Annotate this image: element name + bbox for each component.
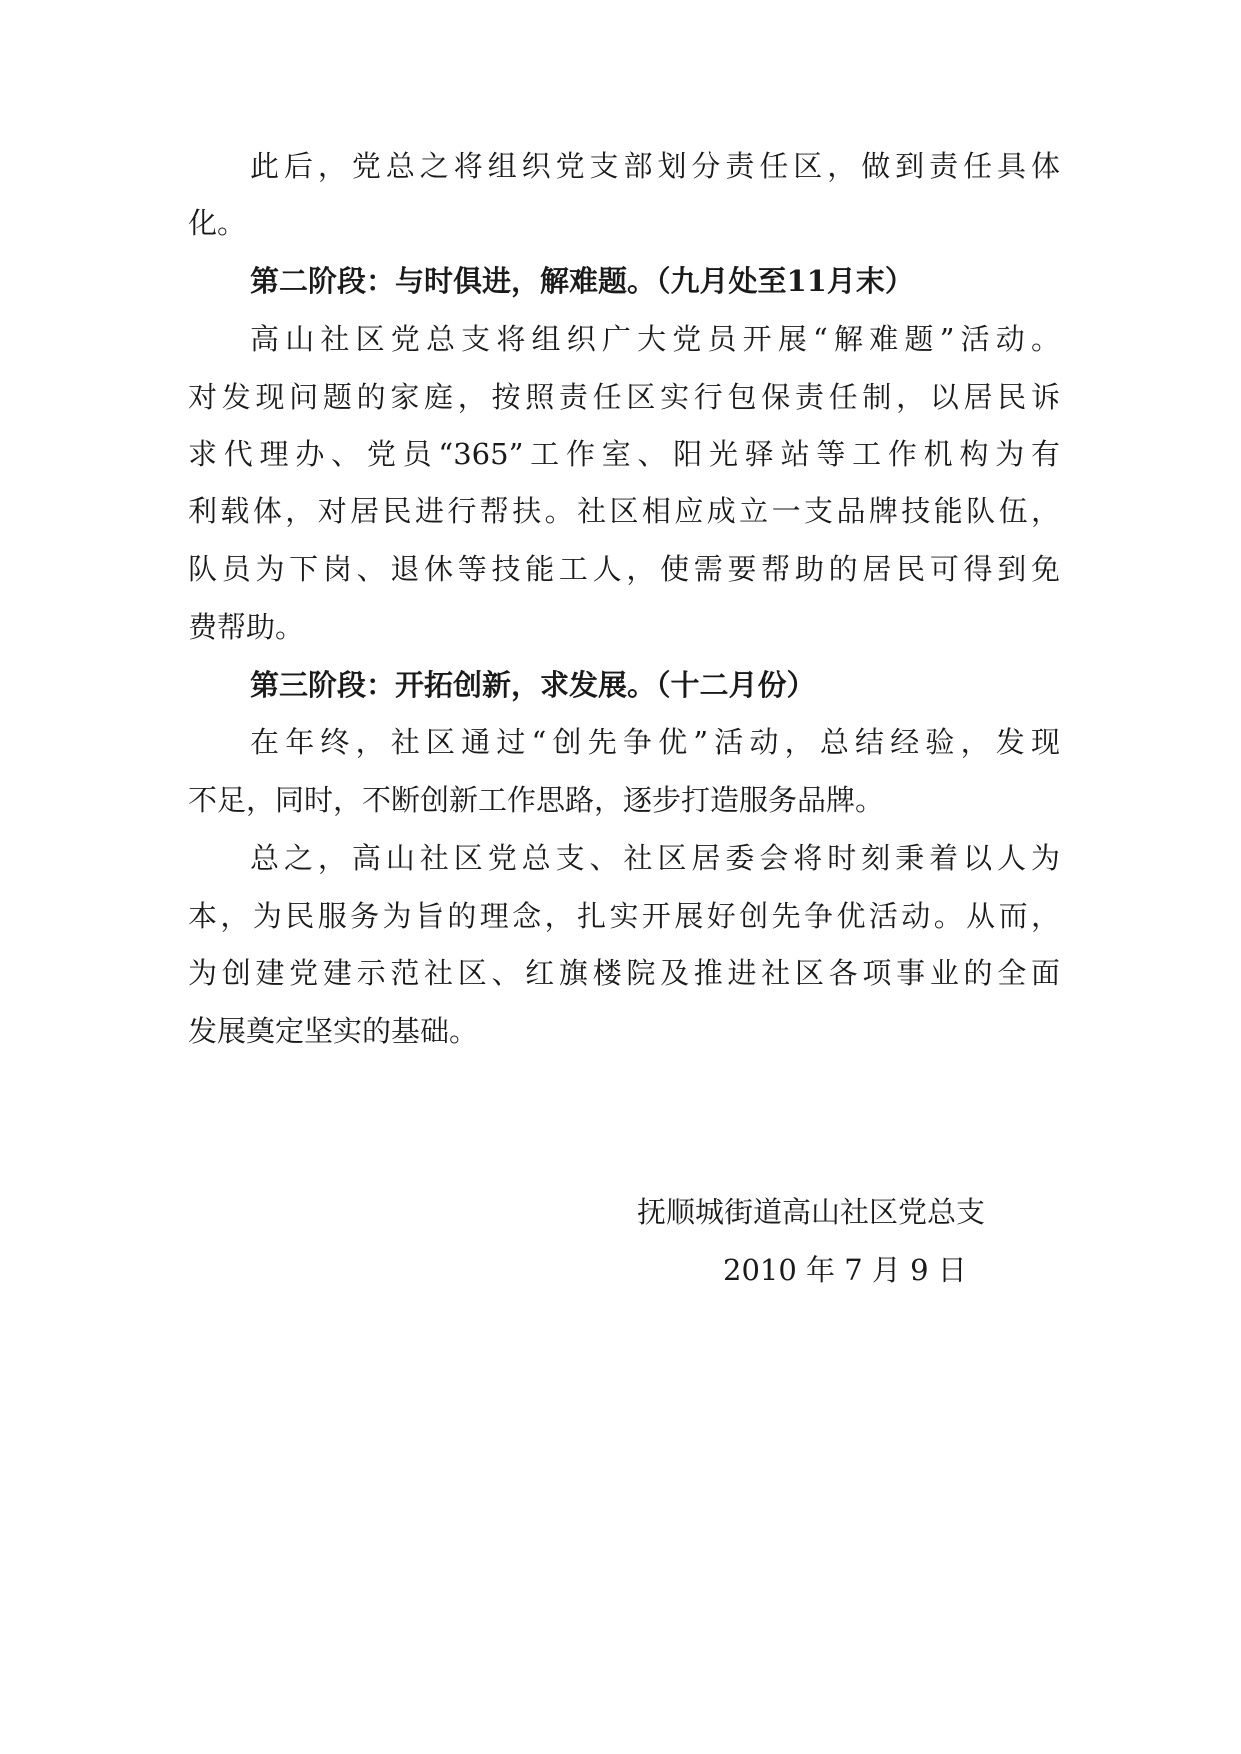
paragraph-4-line-4: 发展奠定坚实的基础。	[188, 1014, 479, 1048]
paragraph-4-line-1: 总之，高山社区党总支、社区居委会将时刻秉着以人为	[250, 841, 1060, 875]
signature-organization: 抚顺城街道高山社区党总支	[637, 1195, 986, 1229]
paragraph-4-line-2: 本，为民服务为旨的理念，扎实开展好创先争优活动。从而，	[188, 899, 1060, 933]
paragraph-1-line-2: 化。	[188, 206, 247, 240]
paragraph-2-line-1: 高山社区党总支将组织广大党员开展“解难题”活动。	[250, 322, 1060, 356]
paragraph-2-line-3: 求代理办、党员“365”工作室、阳光驿站等工作机构为有	[188, 437, 1060, 471]
stage-3-heading: 第三阶段：开拓创新，求发展。（十二月份）	[250, 668, 816, 702]
paragraph-4-line-3: 为创建党建示范社区、红旗楼院及推进社区各项事业的全面	[188, 956, 1060, 990]
paragraph-2-line-5: 队员为下岗、退休等技能工人，使需要帮助的居民可得到免	[188, 552, 1060, 586]
paragraph-3-line-2: 不足，同时，不断创新工作思路，逐步打造服务品牌。	[188, 783, 885, 817]
paragraph-3-line-1: 在年终，社区通过“创先争优”活动，总结经验，发现	[250, 725, 1060, 759]
paragraph-1-line-1: 此后，党总之将组织党支部划分责任区，做到责任具体	[250, 149, 1060, 183]
paragraph-2-line-4: 利载体，对居民进行帮扶。社区相应成立一支品牌技能队伍，	[188, 494, 1060, 528]
stage-2-heading: 第二阶段：与时俱进，解难题。（九月处至11月末）	[250, 264, 914, 298]
paragraph-2-line-2: 对发现问题的家庭，按照责任区实行包保责任制，以居民诉	[188, 380, 1060, 414]
paragraph-2-line-6: 费帮助。	[188, 610, 305, 644]
signature-date: 2010 年 7 月 9 日	[723, 1253, 967, 1287]
